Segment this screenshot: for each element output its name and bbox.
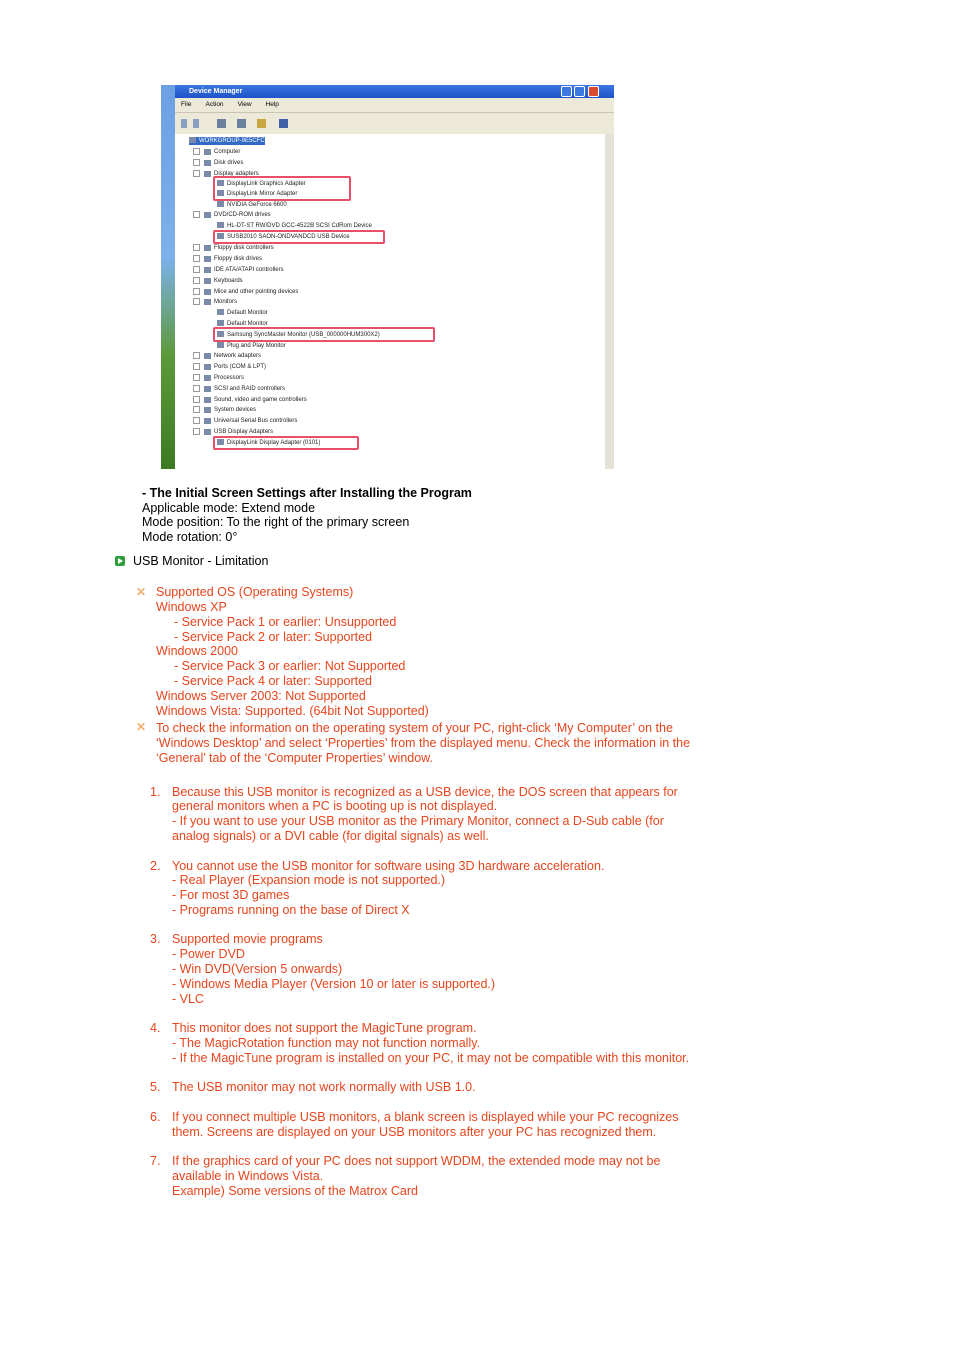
- tree-item: SCSI and RAID controllers: [193, 385, 285, 393]
- os-line: Windows 2000: [156, 644, 238, 658]
- list-item-line: If you connect multiple USB monitors, a blank screen is displayed while your PC recognizes: [172, 1110, 679, 1124]
- list-item-line: analog signals) or a DVI cable (for digital signals) as well.: [172, 829, 489, 843]
- list-item-line: This monitor does not support the MagicTune program.: [172, 1021, 477, 1035]
- os-line: Windows XP: [156, 600, 227, 614]
- list-item-line: them. Screens are displayed on your USB monitors after your PC has recognized them.: [172, 1125, 657, 1139]
- tree-item: Computer: [193, 148, 240, 156]
- help-icon: [257, 119, 266, 128]
- tree-item: Samsung SyncMaster Monitor (USB_000000HUM300X2): [217, 331, 380, 339]
- list-item-line: general monitors when a PC is booting up is not displayed.: [172, 799, 498, 813]
- list-item-line: available in Windows Vista.: [172, 1169, 324, 1183]
- print-icon: [237, 119, 246, 128]
- tree-item: Processors: [193, 374, 244, 382]
- list-item-line: - Win DVD(Version 5 onwards): [172, 962, 343, 976]
- scan-icon: [279, 119, 288, 128]
- minimize-icon: [561, 86, 572, 97]
- section-title: USB Monitor - Limitation: [133, 554, 269, 568]
- menu-help: Help: [265, 101, 279, 108]
- device-tree: [175, 134, 605, 469]
- tree-item: System devices: [193, 406, 256, 414]
- list-number: 4.: [150, 1021, 161, 1035]
- list-item-line: - Windows Media Player (Version 10 or later is supported.): [172, 977, 496, 991]
- list-item-line: The USB monitor may not work normally with USB 1.0.: [172, 1080, 476, 1094]
- tree-item: HL-DT-ST RW/DVD GCC-4522B SCSI CdRom Device: [217, 222, 372, 230]
- tree-item: USB Display Adapters: [193, 428, 273, 436]
- tree-item: Default Monitor: [217, 309, 268, 317]
- tree-item: Universal Serial Bus controllers: [193, 417, 297, 425]
- list-item-line: If the graphics card of your PC does not support WDDM, the extended mode may not be: [172, 1154, 661, 1168]
- menu-view: View: [237, 101, 252, 108]
- forward-icon: [193, 119, 199, 128]
- settings-line: Mode position: To the right of the primary screen: [142, 515, 410, 529]
- list-number: 7.: [150, 1154, 161, 1168]
- tree-item: DisplayLink Mirror Adapter: [217, 190, 297, 198]
- list-number: 5.: [150, 1080, 161, 1094]
- menu-action: Action: [205, 101, 224, 108]
- close-icon: [588, 86, 599, 97]
- list-number: 6.: [150, 1110, 161, 1124]
- list-item-line: - If you want to use your USB monitor as the Primary Monitor, connect a D-Sub cable (for: [172, 814, 664, 828]
- tree-item: Sound, video and game controllers: [193, 396, 307, 404]
- check-info-line: ‘General’ tab of the ‘Computer Properties’ window.: [156, 751, 433, 765]
- tree-item: DVD/CD-ROM drives: [193, 211, 271, 219]
- check-info-line: To check the information on the operating system of your PC, right-click ‘My Computer’ on the: [156, 721, 673, 735]
- os-line: - Service Pack 4 or later: Supported: [174, 674, 373, 688]
- tree-root: WORKGROUP-9E5CFC: [189, 137, 265, 145]
- settings-line: Applicable mode: Extend mode: [142, 501, 316, 515]
- os-line: Windows Server 2003: Not Supported: [156, 689, 366, 703]
- list-item-line: - The MagicRotation function may not function normally.: [172, 1036, 481, 1050]
- tree-item: DisplayLink Display Adapter (0101): [217, 439, 320, 447]
- list-item-line: - Programs running on the base of Direct X: [172, 903, 410, 917]
- settings-line: Mode rotation: 0°: [142, 530, 238, 544]
- tree-item: NVIDIA GeForce 6600: [217, 201, 287, 209]
- window-title: Device Manager: [189, 88, 243, 95]
- tree-item: Monitors: [193, 298, 237, 306]
- list-number: 2.: [150, 859, 161, 873]
- properties-icon: [217, 119, 226, 128]
- toolbar: [175, 112, 614, 134]
- highlight-box: [213, 327, 435, 342]
- list-item-line: - VLC: [172, 992, 204, 1006]
- tree-item: IDE ATA/ATAPI controllers: [193, 266, 284, 274]
- os-line: Windows Vista: Supported. (64bit Not Supported): [156, 704, 429, 718]
- supported-os-title: Supported OS (Operating Systems): [156, 585, 354, 599]
- tree-item: Disk drives: [193, 159, 243, 167]
- list-number: 1.: [150, 785, 161, 799]
- tree-item: Ports (COM & LPT): [193, 363, 266, 371]
- window-title-bar: [175, 85, 614, 98]
- check-info-line: ‘Windows Desktop’ and select ‘Properties’ from the displayed menu. Check the information in the: [156, 736, 691, 750]
- settings-heading: - The Initial Screen Settings after Installing the Program: [142, 486, 472, 500]
- tree-scrollbar: [605, 134, 614, 469]
- tree-item: Floppy disk drives: [193, 255, 262, 263]
- tree-item: Plug and Play Monitor: [217, 342, 286, 350]
- tree-item: Display adapters: [193, 170, 259, 178]
- list-item-line: - Power DVD: [172, 947, 245, 961]
- list-item-line: - Real Player (Expansion mode is not supported.): [172, 873, 446, 887]
- list-number: 3.: [150, 932, 161, 946]
- menu-bar: [175, 98, 614, 112]
- tree-item: Network adapters: [193, 352, 261, 360]
- list-item-line: You cannot use the USB monitor for software using 3D hardware acceleration.: [172, 859, 605, 873]
- tree-item: SUSB2010 SAON-ONDVANDCD USB Device: [217, 233, 350, 241]
- list-item-line: - For most 3D games: [172, 888, 290, 902]
- list-item-line: Example) Some versions of the Matrox Card: [172, 1184, 418, 1198]
- maximize-icon: [574, 86, 585, 97]
- list-item-line: - If the MagicTune program is installed on your PC, it may not be compatible with this monitor.: [172, 1051, 690, 1065]
- tree-item: Default Monitor: [217, 320, 268, 328]
- device-manager-screenshot: [161, 85, 614, 469]
- highlight-box: [213, 436, 359, 450]
- os-line: - Service Pack 1 or earlier: Unsupported: [174, 615, 397, 629]
- os-line: - Service Pack 3 or earlier: Not Supported: [174, 659, 406, 673]
- highlight-box: [213, 230, 385, 244]
- highlight-box: [213, 176, 351, 201]
- bullet-x-icon: ✕: [136, 585, 147, 599]
- tree-item: Mice and other pointing devices: [193, 288, 298, 296]
- tree-item: DisplayLink Graphics Adapter: [217, 180, 306, 188]
- list-item-line: Because this USB monitor is recognized as a USB device, the DOS screen that appears for: [172, 785, 678, 799]
- list-item-line: Supported movie programs: [172, 932, 323, 946]
- tree-item: Floppy disk controllers: [193, 244, 274, 252]
- back-icon: [181, 119, 187, 128]
- os-line: - Service Pack 2 or later: Supported: [174, 630, 373, 644]
- tree-item: Keyboards: [193, 277, 243, 285]
- bullet-x-icon: ✕: [136, 720, 147, 734]
- menu-file: File: [181, 101, 192, 108]
- section-bullet-icon: [115, 556, 125, 566]
